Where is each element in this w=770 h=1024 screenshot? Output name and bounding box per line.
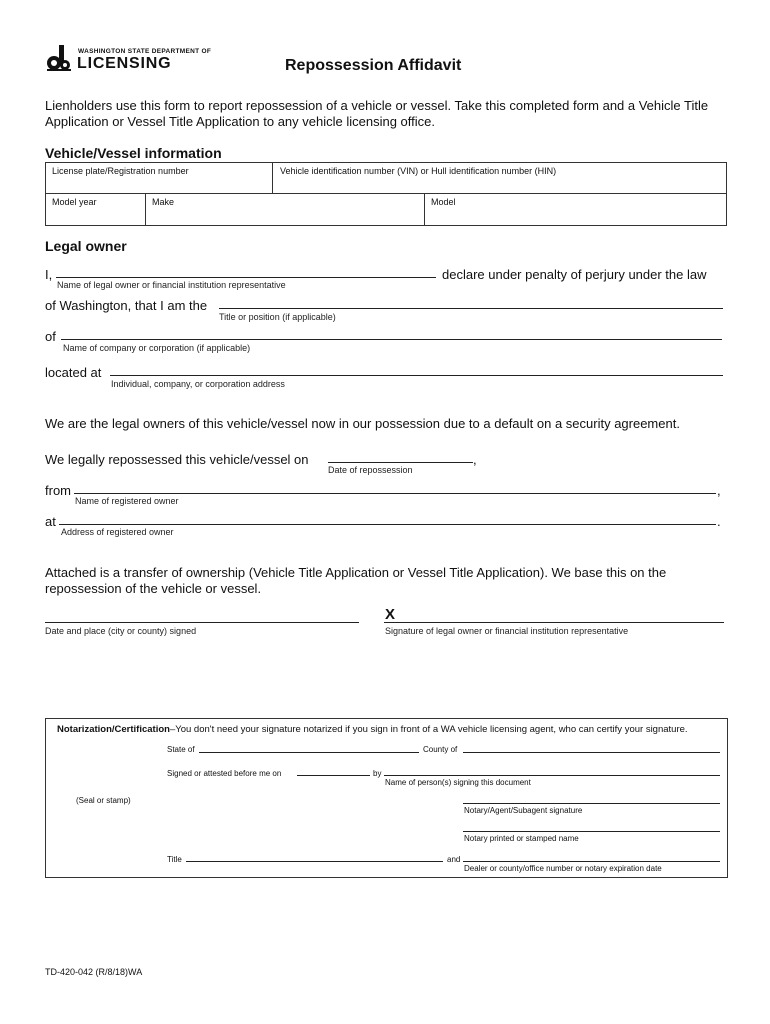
license-plate-field[interactable]: License plate/Registration number (52, 166, 189, 176)
i-prefix: I, (45, 267, 53, 282)
intro-text: Lienholders use this form to report repossession of a vehicle or vessel. Take this completed form and a Vehicle Title Application or Vessel Title Application to any vehicle licensing office. (45, 98, 709, 129)
notary-signature-caption: Notary/Agent/Subagent signature (464, 806, 583, 815)
title-position-field[interactable] (219, 308, 723, 309)
address-caption: Individual, company, or corporation address (111, 379, 285, 389)
located-at-text: located at (45, 365, 102, 380)
registered-owner-address-field[interactable] (59, 524, 716, 525)
title-position-caption: Title or position (if applicable) (219, 312, 336, 322)
address-field[interactable] (110, 375, 723, 376)
notary-name-field[interactable] (463, 831, 720, 832)
legal-owner-signature-field[interactable] (384, 622, 724, 623)
from-comma: , (717, 483, 721, 498)
repossession-date-caption: Date of repossession (328, 465, 413, 475)
table-col-divider (272, 162, 273, 194)
model-field[interactable]: Model (431, 197, 456, 207)
legal-owner-name-field[interactable] (56, 277, 436, 278)
title-label: Title (167, 855, 182, 864)
registered-owner-caption: Name of registered owner (75, 496, 179, 506)
repossession-date-field[interactable] (328, 462, 473, 463)
legal-owners-statement: We are the legal owners of this vehicle/vessel now in our possession due to a default on a security agreement. (45, 416, 680, 431)
of-washington-text: of Washington, that I am the (45, 298, 208, 313)
signer-name-field[interactable] (384, 775, 720, 776)
signed-before-label: Signed or attested before me on (167, 769, 282, 778)
notarization-title (57, 724, 688, 735)
logo-licensing-text: LICENSING (77, 55, 172, 72)
county-of-label: County of (423, 745, 458, 754)
state-of-label: State of (167, 745, 195, 754)
signature-caption: Signature of legal owner or financial institution representative (385, 626, 629, 636)
date-comma: , (473, 452, 477, 467)
notarization-title-bold: Notarization/Certification (57, 724, 170, 735)
date-place-signed-field[interactable] (45, 622, 359, 623)
model-year-field[interactable]: Model year (52, 197, 97, 207)
seal-stamp-label: (Seal or stamp) (76, 796, 131, 805)
logo-department-text: WASHINGTON STATE DEPARTMENT OF (78, 48, 212, 55)
persons-signing-caption: Name of person(s) signing this document (385, 778, 531, 787)
dealer-number-caption: Dealer or county/office number or notary expiration date (464, 864, 662, 873)
notarization-box (45, 718, 728, 878)
registered-owner-field[interactable] (74, 493, 716, 494)
date-place-caption: Date and place (city or county) signed (45, 626, 197, 636)
notarization-title-rest: –You don't need your signature notarized if you sign in front of a WA vehicle licensing agent, who can certify your signature. (169, 724, 688, 735)
signed-date-field[interactable] (297, 775, 370, 776)
notary-name-caption: Notary printed or stamped name (464, 834, 579, 843)
table-row-divider (45, 193, 726, 194)
notary-title-field[interactable] (186, 861, 443, 862)
vin-field[interactable]: Vehicle identification number (VIN) or Hull identification number (HIN) (280, 166, 557, 176)
table-col-divider (424, 193, 425, 225)
signature-x-mark: X (385, 606, 396, 623)
by-label: by (373, 769, 382, 778)
at-period: . (717, 514, 721, 529)
page-title: Repossession Affidavit (285, 57, 462, 74)
vehicle-section-heading: Vehicle/Vessel information (45, 145, 222, 161)
table-col-divider (145, 193, 146, 225)
repossessed-text: We legally repossessed this vehicle/vessel on (45, 452, 309, 467)
legal-owner-name-caption: Name of legal owner or financial institution representative (57, 280, 286, 290)
county-field[interactable] (463, 752, 720, 753)
legal-owner-heading: Legal owner (45, 238, 127, 254)
dealer-number-field[interactable] (463, 861, 720, 862)
notary-signature-field[interactable] (463, 803, 720, 804)
and-label: and (447, 855, 461, 864)
declare-text: declare under penalty of perjury under the law (442, 267, 707, 282)
attached-statement: Attached is a transfer of ownership (Vehicle Title Application or Vessel Title Application). We base this on the repossession of the vehicle or vessel. (45, 565, 667, 596)
registered-owner-address-caption: Address of registered owner (61, 527, 174, 537)
form-number: TD-420-042 (R/8/18)WA (45, 967, 143, 977)
from-text: from (45, 483, 71, 498)
make-field[interactable]: Make (152, 197, 175, 207)
of-text: of (45, 329, 56, 344)
state-field[interactable] (199, 752, 419, 753)
company-name-field[interactable] (61, 339, 722, 340)
dol-logo-icon (45, 44, 73, 72)
company-name-caption: Name of company or corporation (if applicable) (63, 343, 251, 353)
at-text: at (45, 514, 56, 529)
